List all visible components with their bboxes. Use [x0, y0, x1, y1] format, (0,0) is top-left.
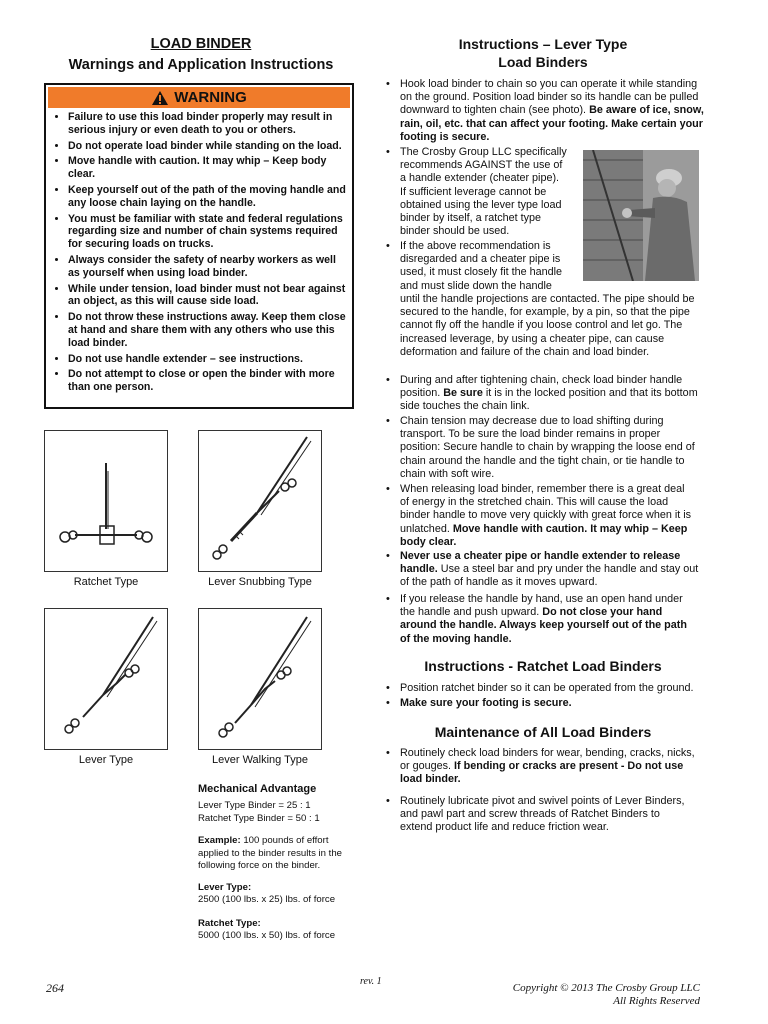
- page-subtitle: Warnings and Application Instructions: [68, 57, 334, 73]
- lever-bullet-3-line: used, it must closely fit the handle: [400, 266, 563, 279]
- lever-type-caption: Lever Type: [78, 754, 134, 766]
- warning-item: • Move handle with caution. It may whip – Keep body clear.: [68, 155, 346, 181]
- lever-snubbing-caption: Lever Snubbing Type: [208, 576, 312, 588]
- lever-bullet-3-line: If the above recommendation is: [400, 240, 551, 252]
- lever-bullet-8: [400, 593, 700, 646]
- lever-bullet-3-line: disregarded and a cheater pipe is: [400, 253, 561, 266]
- bullet-icon: •: [386, 795, 390, 807]
- maintenance-bullet-2: Routinely lubricate pivot and swivel points of Lever Binders, and pawl part and screw threads of Ratchet Binders to extend product life and reduce friction wear.: [400, 795, 685, 834]
- lever-bullet-2: [400, 146, 578, 238]
- lever-bullet-4-bold: Be sure: [443, 387, 483, 400]
- lever-bullet-7-bold: Never use a cheater pipe or handle extender to release handle.: [400, 550, 681, 576]
- example-text: 100 pounds of effort applied to the binder results in the following force on the binder.: [198, 835, 342, 871]
- revision-label: rev. 1: [360, 976, 382, 987]
- bullet-icon: •: [386, 146, 390, 158]
- lever-type-illustration: [45, 609, 167, 749]
- ratchet-binder-figure: [44, 430, 168, 572]
- warning-header: [48, 87, 350, 108]
- warning-header-label: WARNING: [174, 89, 247, 106]
- copyright-line: Copyright © 2013 The Crosby Group LLC: [512, 982, 700, 994]
- ratchet-force-label: Ratchet Type:: [198, 918, 261, 929]
- warning-item: • Always consider the safety of nearby workers as well as yourself when using load binder.: [68, 254, 346, 280]
- lever-bullet-2-line: obtained using the lever type load: [400, 198, 562, 211]
- worker-photo: [583, 150, 699, 281]
- example-paragraph: [198, 835, 350, 873]
- page-title: LOAD BINDER: [150, 36, 252, 52]
- ratchet-bullet-2: Make sure your footing is secure.: [400, 697, 572, 709]
- lever-bullet-3-top: [400, 240, 578, 293]
- page-number: 264: [46, 981, 64, 995]
- lever-bullet-2-line: If sufficient leverage cannot be: [400, 185, 547, 198]
- worker-operating-binder-photo: [583, 150, 699, 281]
- lever-bullet-6-bold: Move handle with caution. It may whip – Keep body clear.: [400, 522, 688, 548]
- lever-bullet-2-line: binder by itself, a ratchet type: [400, 212, 542, 225]
- lever-bullet-3-line: and must slide down the handle: [400, 279, 552, 292]
- warning-item: • Failure to use this load binder properly may result in serious injury or even death to you or others.: [68, 111, 346, 137]
- bullet-icon: •: [386, 240, 390, 252]
- bullet-icon: •: [386, 682, 390, 694]
- ratchet-instructions-title: Instructions - Ratchet Load Binders: [424, 658, 662, 674]
- lever-type-figure: [44, 608, 168, 750]
- lever-instructions-title: Instructions – Lever Type: [458, 36, 628, 52]
- ratchet-bullet-1: Position ratchet binder so it can be operated from the ground.: [400, 682, 694, 694]
- bullet-icon: •: [386, 747, 390, 759]
- bullet-icon: •: [386, 593, 390, 605]
- lever-walking-figure: [198, 608, 322, 750]
- lever-bullet-7-text: Use a steel bar and pry under the handle and stay out of the path of handle as it moves upward.: [400, 563, 699, 589]
- warning-item: • Do not attempt to close or open the binder with more than one person.: [68, 368, 346, 394]
- warning-item: • You must be familiar with state and federal regulations regarding size and number of chain systems required for securing loads on trucks.: [68, 213, 346, 251]
- bullet-icon: •: [386, 550, 390, 562]
- warning-item: • Keep yourself out of the path of the moving handle and any loose chain laying on the handle.: [68, 184, 346, 210]
- warning-item: • Do not operate load binder while standing on the load.: [68, 140, 346, 153]
- lever-bullet-4-text: During and after tightening chain, check load binder handle position.: [400, 374, 683, 400]
- maintenance-bullet-1-bold: If bending or cracks are present - Do not use load binder.: [400, 760, 684, 786]
- lever-walking-illustration: [199, 609, 321, 749]
- ratchet-type-caption: Ratchet Type: [73, 576, 139, 588]
- lever-instructions-subtitle: Load Binders: [498, 54, 588, 70]
- bullet-icon: •: [386, 374, 390, 386]
- lever-bullet-1: [400, 78, 708, 144]
- lever-bullet-6: [400, 483, 696, 549]
- warning-box: [44, 83, 354, 409]
- bullet-icon: •: [386, 483, 390, 495]
- maintenance-title: Maintenance of All Load Binders: [434, 724, 652, 740]
- warning-list: [52, 111, 346, 397]
- lever-bullet-4: [400, 374, 708, 414]
- lever-bullet-6-text: When releasing load binder, remember there is a great deal of energy in the stretched chain. This will cause the load binder handle to move very quickly with great force when it is unlatched.: [400, 483, 692, 535]
- lever-walking-caption: Lever Walking Type: [212, 754, 308, 766]
- lever-bullet-5: Chain tension may decrease due to load shifting during transport. To be sure the load binder remains in proper position: Secure handle to chain by wrapping the loose end of chain around the handle and the tight chain, or tie handle to chain with soft wire.: [400, 415, 695, 480]
- warning-item: • Do not use handle extender – see instructions.: [68, 353, 346, 366]
- rights-line: All Rights Reserved: [613, 995, 700, 1007]
- lever-bullet-7: [400, 550, 704, 590]
- warning-item: • While under tension, load binder must not bear against an object, as this will cause side load.: [68, 283, 346, 309]
- lever-snubbing-figure: [198, 430, 322, 572]
- lever-bullet-1-bold: Be aware of ice, snow, rain, oil, etc. that can affect your footing. Make certain your footing is secure.: [400, 104, 704, 143]
- warning-triangle-icon: [151, 90, 169, 106]
- lever-bullet-3-rest: until the handle projections are contacted. The pipe should be secured to the handle, for example, by a pin, so that the pipe cannot fly off the handle if you loose control and let go. The increased leverage, by using a cheater pipe, can cause deformation and failure of the chain and load binder.: [400, 293, 695, 358]
- maintenance-bullet-1-text: Routinely check load binders for wear, bending, cracks, nicks, or gouges.: [400, 747, 695, 773]
- lever-bullet-2-line: recommends AGAINST the use of: [400, 159, 563, 172]
- lever-bullet-2-line: a handle extender (cheater pipe).: [400, 172, 560, 185]
- example-label: Example:: [198, 835, 241, 846]
- lever-bullet-8-text: If you release the handle by hand, use an open hand under the handle and push upward.: [400, 593, 683, 619]
- copyright-notice: [450, 982, 700, 1008]
- maintenance-bullet-1: [400, 747, 696, 787]
- lever-bullet-2-line: binder should be used.: [400, 225, 510, 238]
- ratchet-force: 5000 (100 lbs. x 50) lbs. of force: [198, 930, 336, 941]
- bullet-icon: •: [386, 697, 390, 709]
- mechanical-advantage-title: Mechanical Advantage: [198, 783, 317, 795]
- warning-item: • Do not throw these instructions away. Keep them close at hand and share them with any others who use this load binder.: [68, 311, 346, 349]
- lever-ratio: Lever Type Binder = 25 : 1: [198, 800, 311, 811]
- lever-bullet-8-bold: Do not close your hand around the handle. Always keep yourself out of the path of the moving handle.: [400, 606, 687, 645]
- bullet-icon: •: [386, 78, 390, 90]
- lever-snubbing-illustration: [199, 431, 321, 571]
- lever-bullet-1-text: Hook load binder to chain so you can operate it while standing on the ground. Position load binder so its handle can be pulled downward to tighten chain (see photo).: [400, 78, 699, 117]
- ratchet-binder-illustration: [45, 431, 167, 571]
- bullet-icon: •: [386, 415, 390, 427]
- lever-bullet-2-line: The Crosby Group LLC specifically: [400, 146, 567, 158]
- lever-force-label: Lever Type:: [198, 882, 252, 893]
- lever-bullet-4-text-end: it is in the locked position and that its bottom side touches the chain link.: [400, 387, 698, 413]
- ratchet-ratio: Ratchet Type Binder = 50 : 1: [198, 813, 320, 824]
- lever-force: 2500 (100 lbs. x 25) lbs. of force: [198, 894, 336, 905]
